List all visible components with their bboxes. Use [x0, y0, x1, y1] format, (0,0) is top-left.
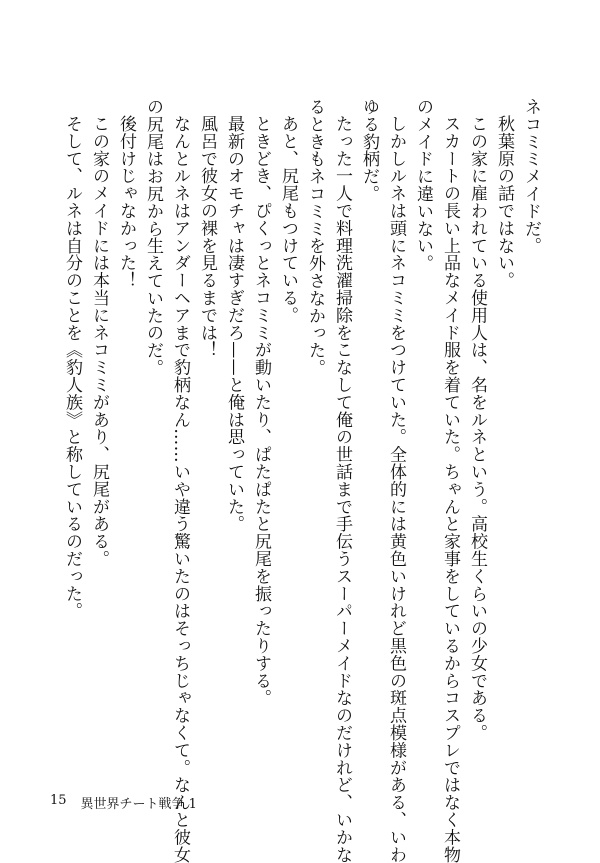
text-line [274, 98, 301, 618]
text-line [247, 98, 274, 707]
text-line [193, 98, 220, 618]
text-line-content: この家に雇われている使用人は、名をルネという。高校生くらいの少女である。 [467, 115, 487, 742]
text-line-content: るときもネコミミを外さなかった。 [305, 98, 325, 377]
text-line [328, 98, 355, 863]
text-line-content: ときどき、ぴくっとネコミミが動いたり、ぱたぱたと尻尾を振ったりする。 [251, 115, 271, 707]
text-line [355, 98, 382, 618]
page-number: 15 [50, 793, 67, 808]
book-title: 異世界チート戦争 1 [80, 797, 197, 812]
text-line [490, 98, 517, 618]
text-line [112, 98, 139, 618]
text-line-content: 最新のオモチャは凄すぎだろ——と俺は思っていた。 [224, 115, 244, 533]
text-line-content: ネコミミメイドだ。 [521, 98, 541, 255]
text-line-content: ゆる豹柄だ。 [359, 98, 379, 203]
text-line [382, 98, 409, 863]
text-line-content: しかしルネは頭にネコミミをつけていた。全体的には黄色いけれど黒色の斑点模様がある、いわ [386, 115, 406, 863]
page-footer [50, 793, 197, 812]
text-line [463, 98, 490, 742]
text-line-content: 後付けじゃなかった！ [116, 115, 136, 289]
text-line-content: 秋葉原の話ではない。 [494, 115, 514, 289]
text-line-content: あと、尻尾もつけている。 [278, 115, 298, 324]
text-line [166, 98, 193, 863]
text-line-content: 風呂で彼女の裸を見るまでは！ [197, 115, 217, 359]
text-line-content: なんとルネはアンダーヘアまで豹柄なん……いや違う驚いたのはそっちじゃなくて。なんと彼女 [170, 115, 190, 863]
text-line-content: この家のメイドには本当にネコミミがあり、尻尾がある。 [89, 115, 109, 568]
text-line-content: スカートの長い上品なメイド服を着ていた。ちゃんと家事をしているからコスプレではなく本物 [440, 115, 460, 863]
text-line [517, 98, 544, 618]
text-line-content: の尻尾はお尻から生えていたのだ。 [143, 98, 163, 377]
text-line [220, 98, 247, 618]
text-line [58, 98, 85, 618]
text-line-content: のメイドに違いない。 [413, 98, 433, 272]
text-line [139, 98, 166, 618]
text-line [409, 98, 436, 618]
text-line [436, 98, 463, 863]
text-line-content: そして、ルネは自分のことを《豹人族》と称しているのだった。 [62, 115, 82, 620]
text-line [85, 98, 112, 618]
text-line [301, 98, 328, 618]
text-line-content: たった一人で料理洗濯掃除をこなして俺の世話まで手伝うスーパーメイドなのだけれど、いかな [332, 115, 352, 863]
